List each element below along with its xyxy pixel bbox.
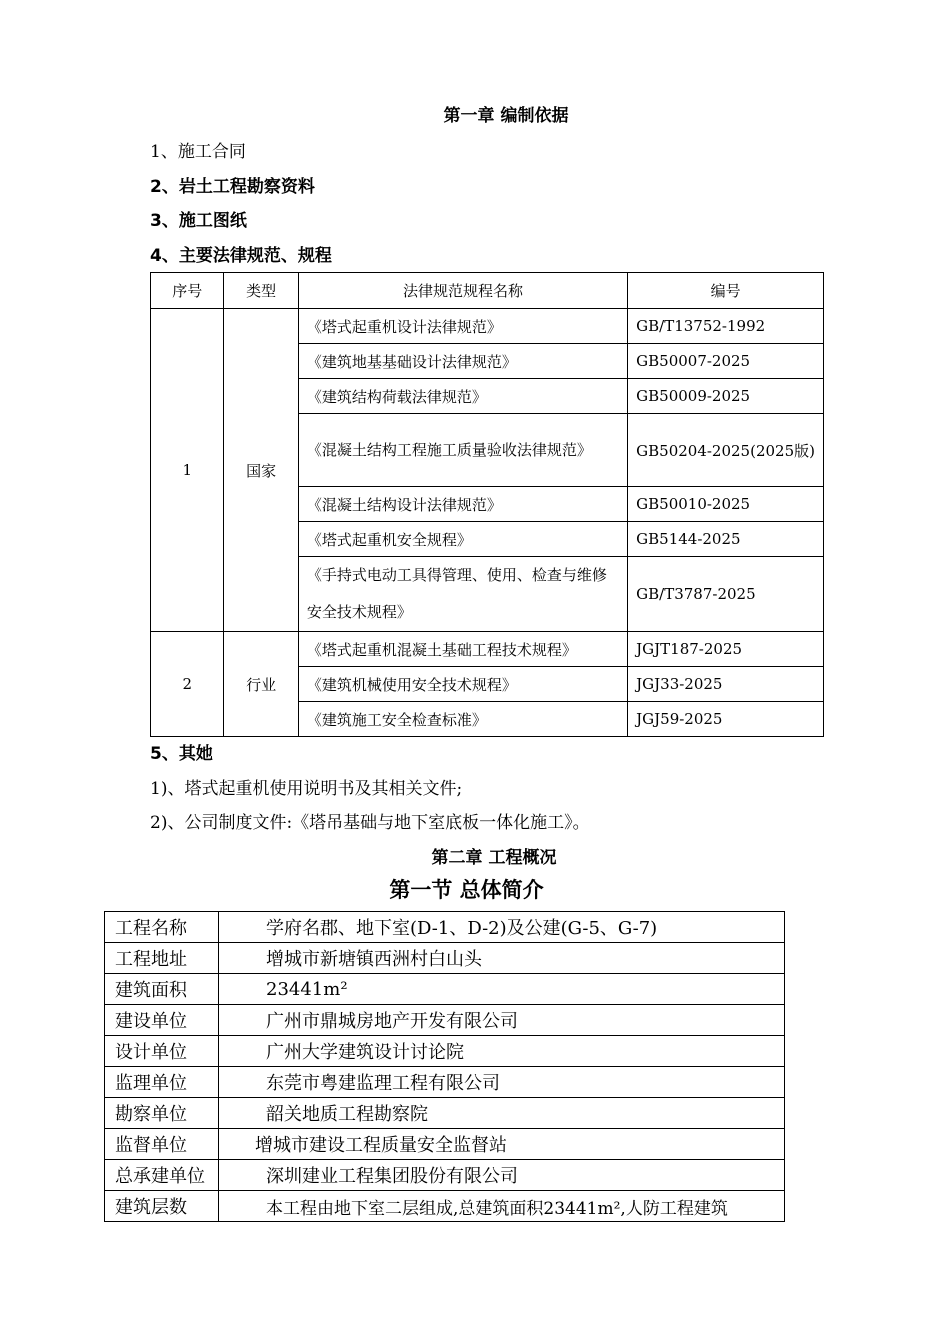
standard-code: GB50204-2025(2025版): [628, 414, 824, 487]
standard-code: GB5144-2025: [628, 522, 824, 557]
row-value: 广州市鼎城房地产开发有限公司: [219, 1005, 785, 1036]
standard-code: GB/T13752-1992: [628, 309, 824, 344]
row-value: 深圳建业工程集团股份有限公司: [219, 1160, 785, 1191]
table-row: [105, 1160, 785, 1191]
row-label: 建设单位: [105, 1005, 219, 1036]
basis-item-contract: 1、施工合同: [150, 142, 246, 162]
col-header-code: 编号: [628, 273, 824, 309]
row-label: 建筑层数: [105, 1191, 219, 1222]
table-row: [105, 1005, 785, 1036]
other-item: 1)、塔式起重机使用说明书及其相关文件;: [150, 779, 463, 799]
row-label: 工程地址: [105, 943, 219, 974]
chapter-1-title: 第一章 编制依据: [443, 106, 569, 126]
row-value: 学府名郡、地下室(D-1、D-2)及公建(G-5、G-7): [219, 912, 785, 943]
row-value: 广州大学建筑设计讨论院: [219, 1036, 785, 1067]
standard-name: 《建筑结构荷载法律规范》: [298, 379, 627, 414]
col-header-no: 序号: [151, 273, 224, 309]
standard-name: 《混凝土结构工程施工质量验收法律规范》: [298, 414, 627, 487]
row-value: 增城市新塘镇西洲村白山头: [219, 943, 785, 974]
chapter-2-title: 第二章 工程概况: [431, 848, 557, 868]
group-type: 行业: [224, 632, 298, 737]
row-value: 东莞市粤建监理工程有限公司: [219, 1067, 785, 1098]
row-value: 本工程由地下室二层组成,总建筑面积23441m²,人防工程建筑: [219, 1191, 785, 1222]
standard-name: 《手持式电动工具得管理、使用、检查与维修安全技术规程》: [298, 557, 627, 632]
row-value: 韶关地质工程勘察院: [219, 1098, 785, 1129]
standard-code: JGJ33-2025: [628, 667, 824, 702]
row-value: 增城市建设工程质量安全监督站: [219, 1129, 785, 1160]
table-row: [105, 912, 785, 943]
row-label: 建筑面积: [105, 974, 219, 1005]
table-row: [105, 1098, 785, 1129]
standard-code: JGJT187-2025: [628, 632, 824, 667]
row-value: 23441m²: [219, 974, 785, 1005]
table-row: [105, 1129, 785, 1160]
group-no: 2: [151, 632, 224, 737]
row-label: 设计单位: [105, 1036, 219, 1067]
standards-table: [150, 272, 824, 737]
standard-name: 《混凝土结构设计法律规范》: [298, 487, 627, 522]
table-row: [105, 1036, 785, 1067]
basis-item-survey: 2、岩土工程勘察资料: [150, 177, 315, 197]
standard-code: GB/T3787-2025: [628, 557, 824, 632]
table-row: [151, 632, 824, 667]
table-row: [105, 974, 785, 1005]
row-label: 勘察单位: [105, 1098, 219, 1129]
table-row: [105, 1067, 785, 1098]
section-title: 第一节 总体简介: [389, 878, 544, 902]
standard-name: 《建筑地基基础设计法律规范》: [298, 344, 627, 379]
standard-name: 《塔式起重机混凝土基础工程技术规程》: [298, 632, 627, 667]
standard-code: JGJ59-2025: [628, 702, 824, 737]
row-label: 监督单位: [105, 1129, 219, 1160]
table-header-row: [151, 273, 824, 309]
group-no: 1: [151, 309, 224, 632]
standard-code: GB50007-2025: [628, 344, 824, 379]
other-title: 5、其她: [150, 744, 213, 764]
standard-name: 《建筑机械使用安全技术规程》: [298, 667, 627, 702]
col-header-name: 法律规范规程名称: [298, 273, 627, 309]
row-label: 总承建单位: [105, 1160, 219, 1191]
other-item: 2)、公司制度文件:《塔吊基础与地下室底板一体化施工》。: [150, 813, 590, 833]
standard-name: 《建筑施工安全检查标准》: [298, 702, 627, 737]
row-label: 工程名称: [105, 912, 219, 943]
basis-item-standards: 4、主要法律规范、规程: [150, 246, 332, 266]
table-row: [105, 1191, 785, 1222]
standard-code: GB50009-2025: [628, 379, 824, 414]
standard-code: GB50010-2025: [628, 487, 824, 522]
basis-item-drawings: 3、施工图纸: [150, 211, 247, 231]
project-overview-table: [104, 911, 785, 1222]
standard-name: 《塔式起重机安全规程》: [298, 522, 627, 557]
table-row: [151, 309, 824, 344]
group-type: 国家: [224, 309, 298, 632]
col-header-type: 类型: [224, 273, 298, 309]
table-row: [105, 943, 785, 974]
row-label: 监理单位: [105, 1067, 219, 1098]
standard-name: 《塔式起重机设计法律规范》: [298, 309, 627, 344]
